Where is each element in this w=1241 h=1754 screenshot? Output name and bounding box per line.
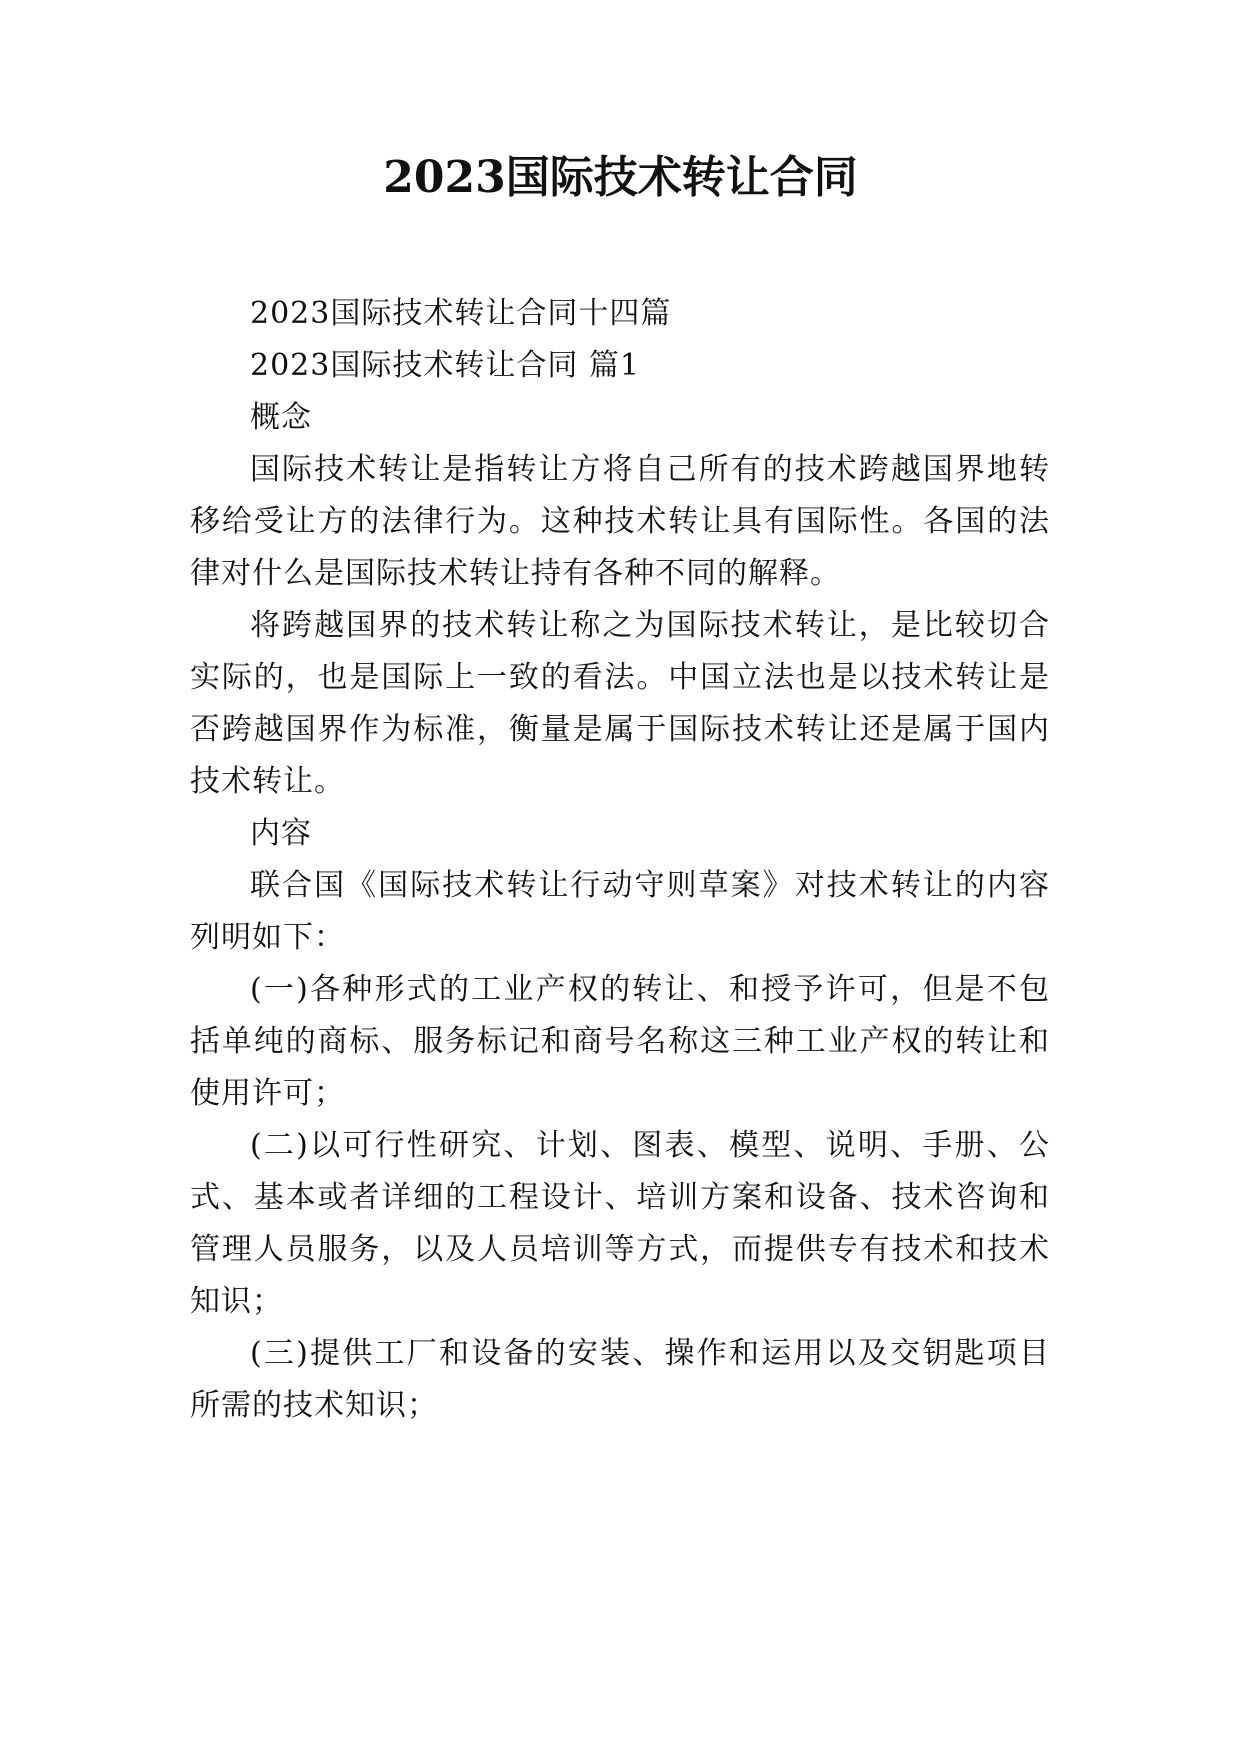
paragraph-section-heading: 2023国际技术转让合同 篇1 (250, 348, 640, 383)
paragraph-heading-concept: 概念 (250, 400, 312, 435)
document-body (190, 288, 1050, 1432)
paragraph-subtitle: 2023国际技术转让合同十四篇 (250, 296, 672, 331)
paragraph: (三)提供工厂和设备的安装、操作和运用以及交钥匙项目所需的技术知识； (190, 1336, 1050, 1423)
paragraph-heading-content: 内容 (250, 816, 312, 851)
paragraph: (二)以可行性研究、计划、图表、模型、说明、手册、公式、基本或者详细的工程设计、培训方案和设备、技术咨询和管理人员服务，以及人员培训等方式，而提供专有技术和技术知识； (190, 1128, 1050, 1319)
paragraph: 联合国《国际技术转让行动守则草案》对技术转让的内容列明如下： (190, 868, 1050, 955)
document-title: 2023国际技术转让合同 (383, 152, 858, 203)
paragraph: 国际技术转让是指转让方将自己所有的技术跨越国界地转移给受让方的法律行为。这种技术转让具有国际性。各国的法律对什么是国际技术转让持有各种不同的解释。 (190, 452, 1050, 591)
paragraph: (一)各种形式的工业产权的转让、和授予许可，但是不包括单纯的商标、服务标记和商号名称这三种工业产权的转让和使用许可； (190, 972, 1050, 1111)
paragraph: 将跨越国界的技术转让称之为国际技术转让，是比较切合实际的，也是国际上一致的看法。中国立法也是以技术转让是否跨越国界作为标准，衡量是属于国际技术转让还是属于国内技术转让。 (190, 608, 1050, 799)
